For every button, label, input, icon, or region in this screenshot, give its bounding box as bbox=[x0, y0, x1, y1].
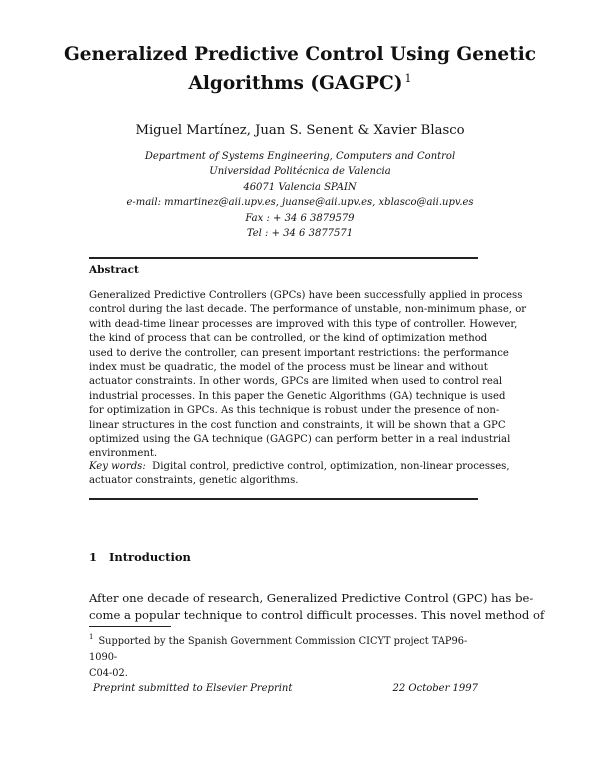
abstract-line: used to derive the controller, can present important restrictions: the performance bbox=[89, 347, 509, 359]
footnote-line-2: C04-02. bbox=[89, 668, 128, 679]
affiliation-block bbox=[60, 149, 540, 241]
section-heading bbox=[89, 550, 191, 564]
keywords-label: Key words: bbox=[89, 461, 146, 472]
title-line-2 bbox=[60, 67, 540, 96]
keywords-line-1 bbox=[89, 460, 510, 474]
abstract-line: actuator constraints. In other words, GPCs are limited when used to control real bbox=[89, 376, 503, 388]
title-line-2-text: Algorithms (GAGPC) bbox=[188, 73, 403, 94]
affiliation-fax: Fax : + 34 6 3879579 bbox=[245, 212, 355, 224]
abstract-line: industrial processes. In this paper the Genetic Algorithms (GA) technique is used bbox=[89, 390, 506, 402]
affiliation-line: Department of Systems Engineering, Computers and Control bbox=[144, 151, 456, 162]
abstract-line: for optimization in GPCs. As this technique is robust under the presence of non- bbox=[89, 405, 500, 417]
abstract-line: environment. bbox=[89, 448, 158, 460]
footnote bbox=[89, 629, 478, 682]
abstract-line: optimized using the GA technique (GAGPC) can perform better in a real industrial bbox=[89, 434, 511, 446]
abstract-line: Generalized Predictive Controllers (GPCs) have been successfully applied in process bbox=[89, 290, 523, 301]
abstract-line: linear structures in the cost function and constraints, it will be shown that a GPC bbox=[89, 419, 506, 431]
section-title: Introduction bbox=[109, 550, 191, 564]
intro-line: come a popular technique to control difficult processes. This novel method of bbox=[89, 607, 545, 622]
intro-line: After one decade of research, Generalized Predictive Control (GPC) has be- bbox=[89, 591, 534, 605]
abstract-line: the kind of process that can be controlled, or the kind of optimization method bbox=[89, 333, 488, 345]
section-number: 1 bbox=[89, 550, 98, 564]
affiliation-line: Universidad Politécnica de Valencia bbox=[209, 166, 391, 178]
footnote-line-1 bbox=[89, 629, 478, 666]
keywords-text-1: Digital control, predictive control, optimization, non-linear processes, bbox=[152, 461, 510, 472]
preprint-date: 22 October 1997 bbox=[392, 683, 478, 694]
title-line-1: Generalized Predictive Control Using Genetic bbox=[63, 44, 537, 65]
affiliation-line: 46071 Valencia SPAIN bbox=[243, 181, 357, 193]
paper-title bbox=[60, 43, 540, 96]
author-list: Miguel Martínez, Juan S. Senent & Xavier Blasco bbox=[135, 123, 465, 138]
abstract-top-rule bbox=[89, 257, 478, 259]
abstract-body bbox=[89, 289, 527, 462]
footnote-mark: 1 bbox=[89, 633, 94, 641]
abstract-line: index must be quadratic, the model of the process must be linear and without bbox=[89, 362, 488, 374]
footnote-text-1: Supported by the Spanish Government Commission CICYT project TAP96-1090- bbox=[89, 636, 468, 663]
preprint-note: Preprint submitted to Elsevier Preprint bbox=[93, 683, 293, 694]
affiliation-email: e-mail: mmartinez@aii.upv.es, juanse@aii.upv.es, xblasco@aii.upv.es bbox=[126, 197, 474, 209]
abstract-heading: Abstract bbox=[89, 264, 139, 276]
abstract-line: control during the last decade. The performance of unstable, non-minimum phase, or bbox=[89, 304, 527, 316]
title-footnote-mark: 1 bbox=[404, 72, 412, 85]
abstract-line: with dead-time linear processes are improved with this type of controller. However, bbox=[89, 318, 518, 330]
intro-paragraph bbox=[89, 590, 545, 623]
abstract-bottom-rule bbox=[89, 498, 478, 500]
keywords-line-2: actuator constraints, genetic algorithms. bbox=[89, 475, 299, 487]
keywords-block bbox=[89, 460, 510, 489]
footnote-rule bbox=[89, 626, 171, 627]
affiliation-tel: Tel : + 34 6 3877571 bbox=[246, 228, 354, 240]
